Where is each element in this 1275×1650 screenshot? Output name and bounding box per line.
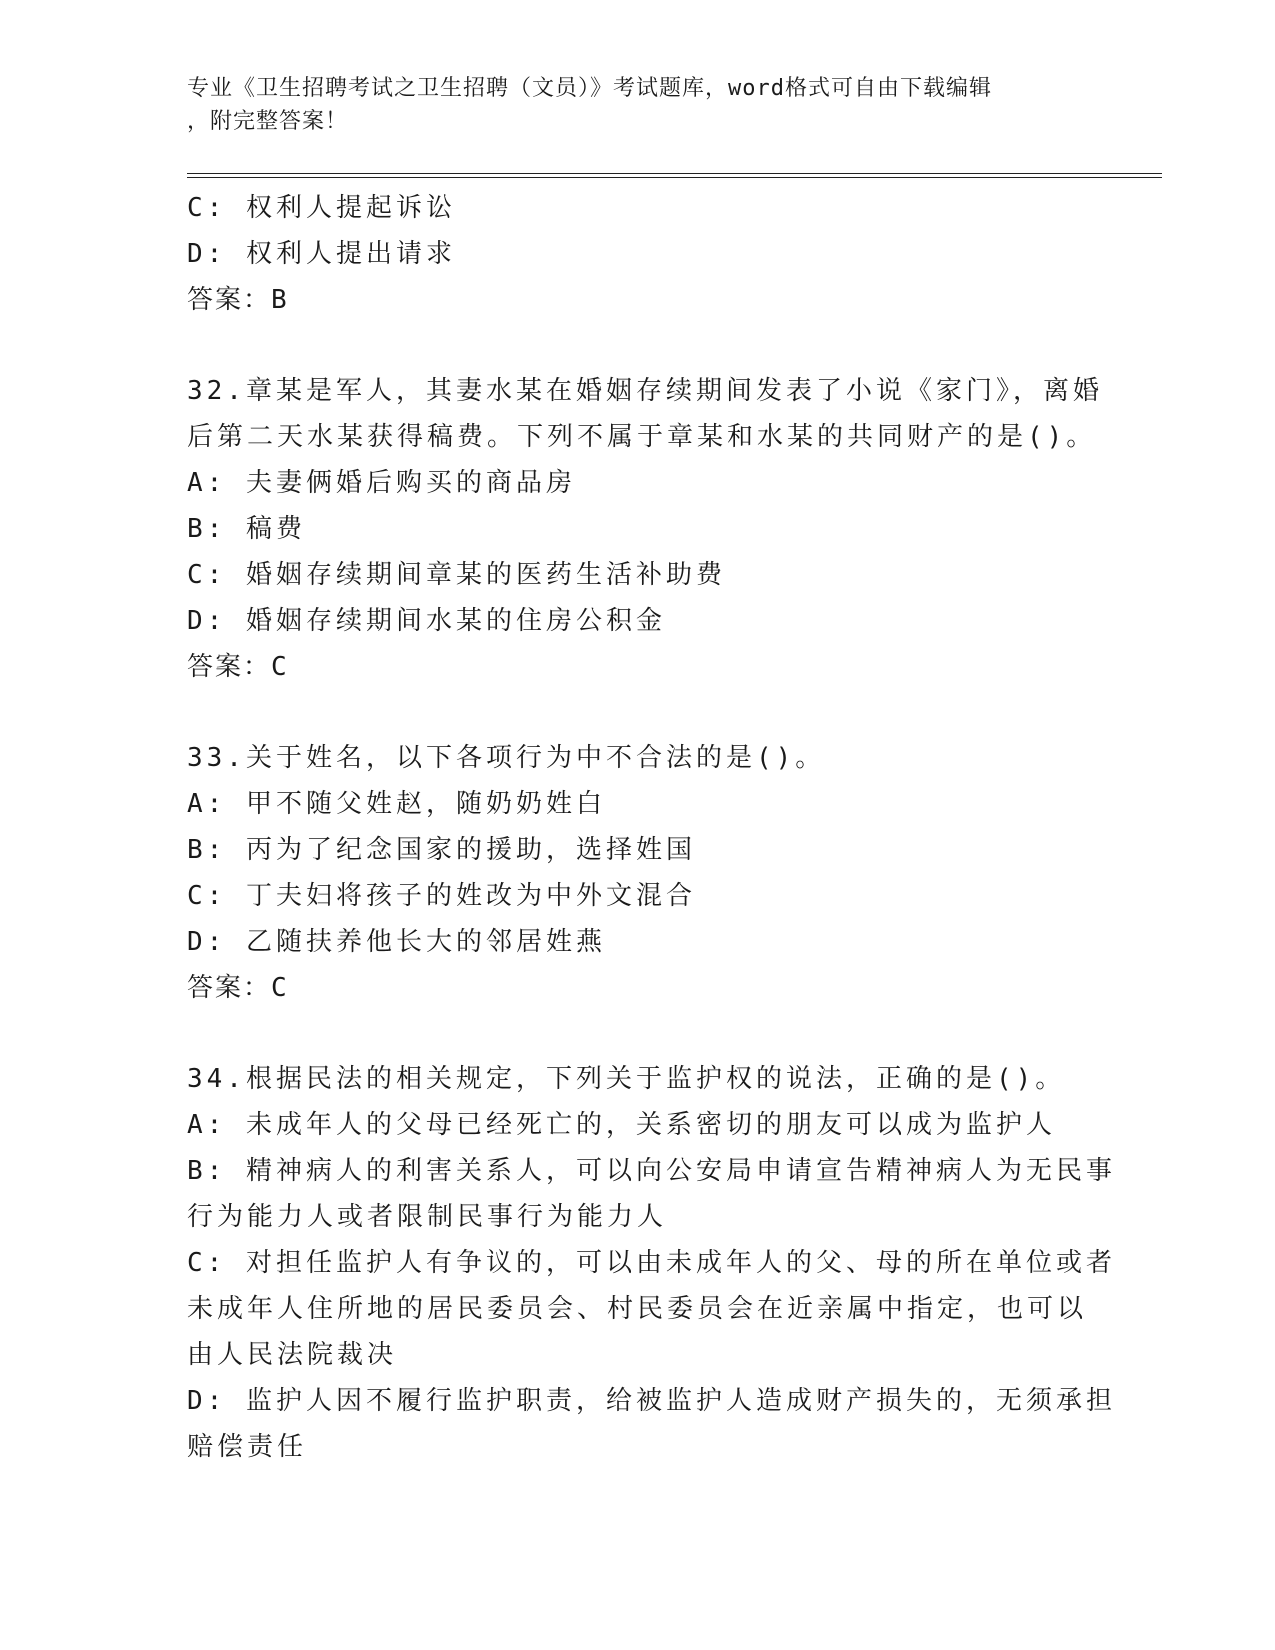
option-c-continued: 未成年人住所地的居民委员会、村民委员会在近亲属中指定，也可以	[187, 1294, 1088, 1324]
option-c: C: 权利人提起诉讼	[187, 193, 456, 223]
option-d-continued: 赔偿责任	[187, 1432, 308, 1462]
header-divider-bottom	[187, 177, 1162, 178]
question-31-tail	[187, 185, 1087, 323]
option-d: D: 监护人因不履行监护职责，给被监护人造成财产损失的，无须承担	[187, 1386, 1116, 1416]
answer-line: 答案：C	[187, 973, 289, 1003]
option-d: D: 婚姻存续期间水某的住房公积金	[187, 606, 666, 636]
option-b: B: 丙为了纪念国家的援助，选择姓国	[187, 835, 696, 865]
answer-line: 答案：C	[187, 652, 289, 682]
option-d: D: 权利人提出请求	[187, 239, 456, 269]
question-33	[187, 735, 1087, 1011]
header-divider-top	[187, 173, 1162, 174]
option-c: C: 对担任监护人有争议的，可以由未成年人的父、母的所在单位或者	[187, 1248, 1116, 1278]
question-stem: 34.根据民法的相关规定，下列关于监护权的说法，正确的是()。	[187, 1064, 1066, 1094]
option-a: A: 甲不随父姓赵，随奶奶姓白	[187, 789, 606, 819]
question-stem: 后第二天水某获得稿费。下列不属于章某和水某的共同财产的是()。	[187, 422, 1097, 452]
option-a: A: 夫妻俩婚后购买的商品房	[187, 468, 576, 498]
question-stem: 32.章某是军人，其妻水某在婚姻存续期间发表了小说《家门》，离婚	[187, 376, 1103, 406]
question-list	[187, 185, 1116, 1470]
option-c: C: 婚姻存续期间章某的医药生活补助费	[187, 560, 726, 590]
option-a: A: 未成年人的父母已经死亡的，关系密切的朋友可以成为监护人	[187, 1110, 1056, 1140]
question-stem: 33.关于姓名，以下各项行为中不合法的是()。	[187, 743, 826, 773]
question-32	[187, 368, 1103, 690]
option-c-continued: 由人民法院裁决	[187, 1340, 398, 1370]
option-c: C: 丁夫妇将孩子的姓改为中外文混合	[187, 881, 696, 911]
answer-line: 答案：B	[187, 285, 289, 315]
option-b: B: 精神病人的利害关系人，可以向公安局申请宣告精神病人为无民事	[187, 1156, 1116, 1186]
document-header	[187, 72, 1077, 138]
header-title-line-2: ，附完整答案！	[187, 109, 349, 134]
option-b-continued: 行为能力人或者限制民事行为能力人	[187, 1202, 668, 1232]
option-d: D: 乙随扶养他长大的邻居姓燕	[187, 927, 606, 957]
question-34	[187, 1056, 1116, 1470]
option-b: B: 稿费	[187, 514, 306, 544]
header-title-line-1: 专业《卫生招聘考试之卫生招聘（文员）》考试题库，word格式可自由下载编辑	[187, 76, 992, 101]
